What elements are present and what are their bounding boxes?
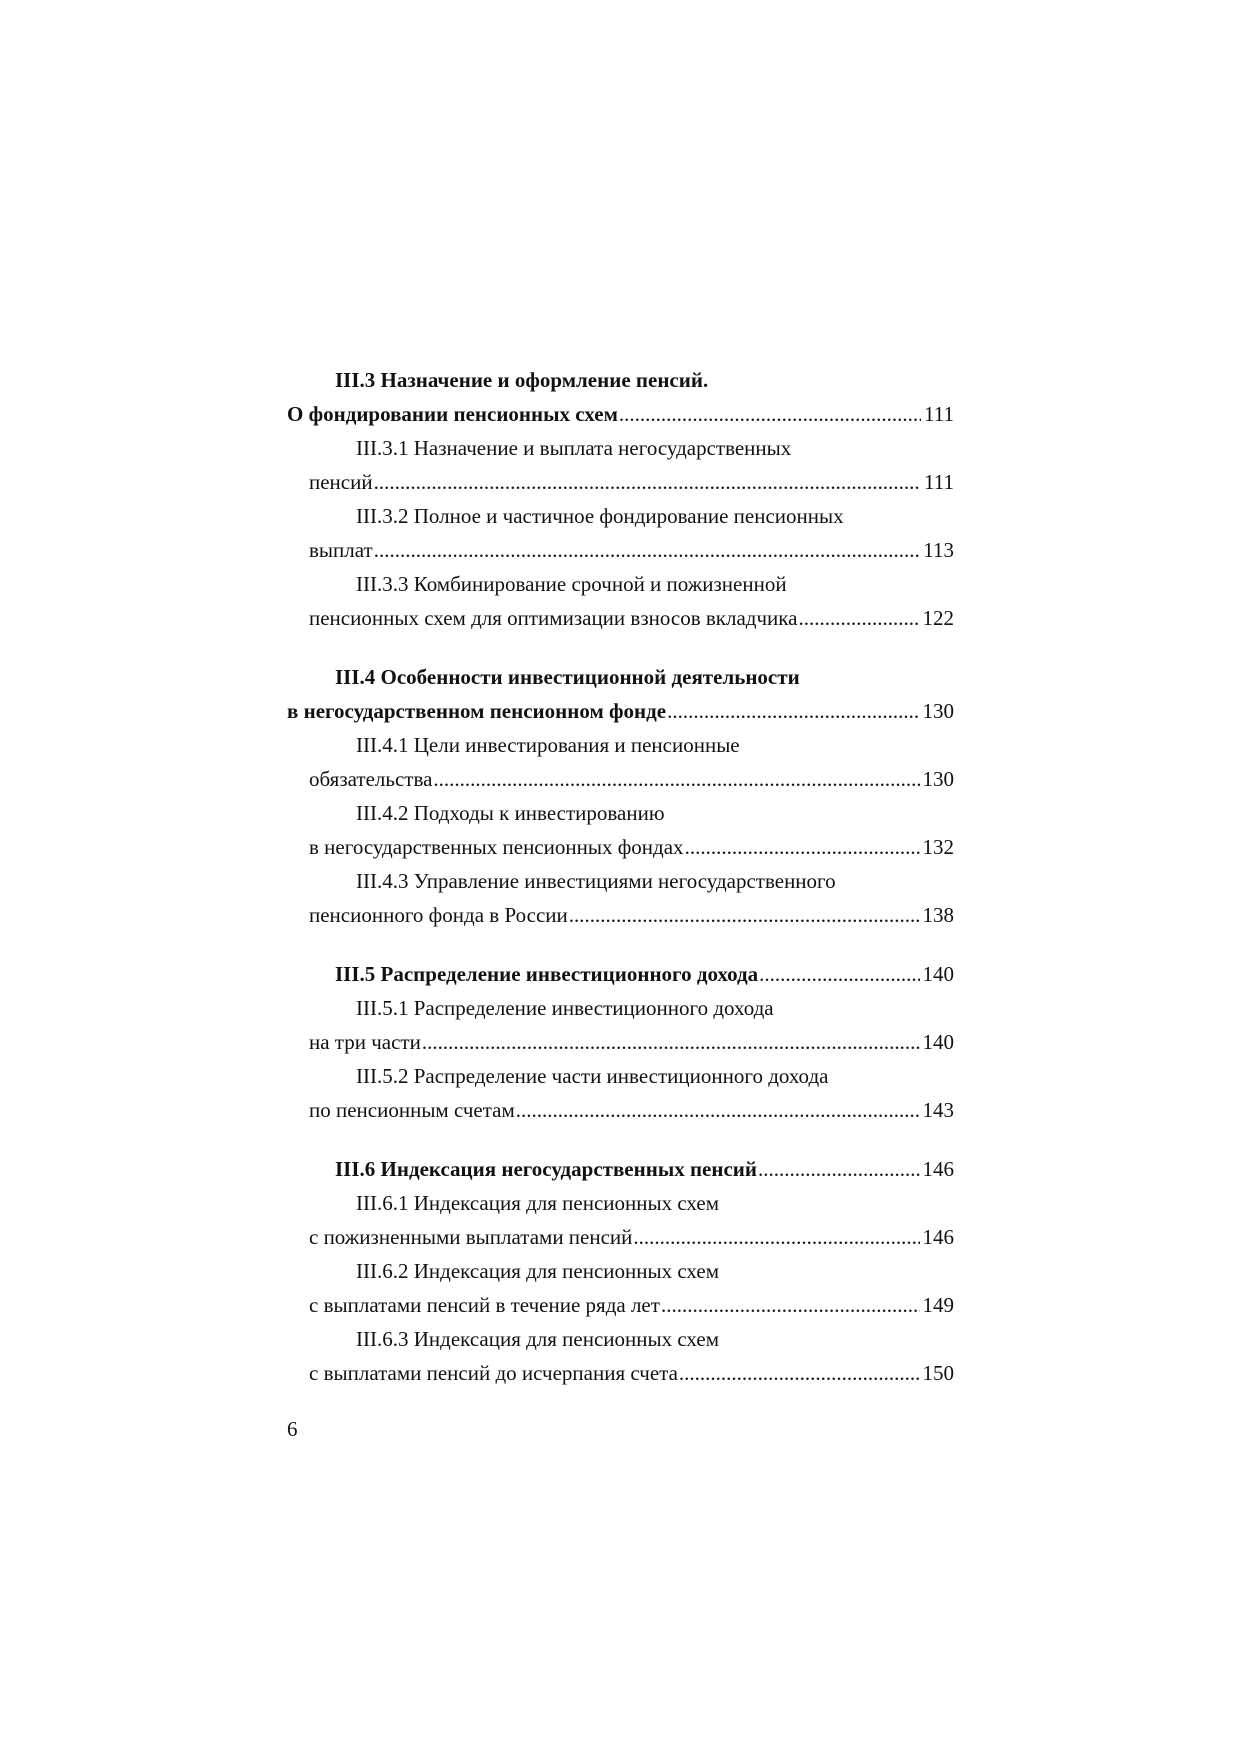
toc-subsection-title: III.4.1 Цели инвестирования и пенсионные: [356, 733, 740, 757]
dot-leader: [374, 465, 921, 499]
toc-subsection-title: III.6.3 Индексация для пенсионных схем: [356, 1327, 719, 1351]
toc-subsection-title-cont: с выплатами пенсий в течение ряда лет: [309, 1293, 660, 1317]
toc-subsection-heading: [287, 1322, 954, 1356]
dot-leader: [758, 1152, 920, 1186]
toc-subsection-title: III.3.2 Полное и частичное фондирование пенсионных: [356, 504, 844, 528]
toc-subsection-entry[interactable]: [287, 1220, 954, 1254]
toc-subsection-title-cont: выплат: [309, 538, 373, 562]
dot-leader: [798, 601, 919, 635]
toc-subsection-entry[interactable]: [287, 1356, 954, 1390]
toc-subsection-heading: [287, 728, 954, 762]
toc-subsection-heading: [287, 1254, 954, 1288]
dot-leader: [679, 1356, 920, 1390]
toc-subsection-heading: [287, 796, 954, 830]
toc-subsection-entry[interactable]: [287, 1093, 954, 1127]
section-gap: [287, 1127, 954, 1152]
dot-leader: [569, 898, 920, 932]
toc-subsection-heading: [287, 567, 954, 601]
toc-subsection-heading: [287, 864, 954, 898]
toc-subsection-heading: [287, 431, 954, 465]
toc-section-heading: [287, 363, 954, 397]
toc-subsection-title-cont: пенсий: [309, 470, 373, 494]
toc-subsection-entry[interactable]: [287, 1025, 954, 1059]
toc-page-number: 143: [922, 1098, 954, 1122]
section-gap: [287, 635, 954, 660]
toc-subsection-title: III.5.1 Распределение инвестиционного дохода: [356, 996, 774, 1020]
dot-leader: [633, 1220, 919, 1254]
toc-page-number: 111: [924, 402, 954, 426]
toc-subsection-title: III.4.3 Управление инвестициями негосударственного: [356, 869, 836, 893]
toc-page-number: 113: [923, 538, 954, 562]
toc-section-entry[interactable]: [287, 1152, 954, 1186]
toc-subsection-entry[interactable]: [287, 762, 954, 796]
toc-section-title: III.6 Индексация негосударственных пенсий: [335, 1157, 757, 1181]
dot-leader: [759, 957, 919, 991]
toc-subsection-title: III.6.2 Индексация для пенсионных схем: [356, 1259, 719, 1283]
toc-subsection-title: III.3.1 Назначение и выплата негосударственных: [356, 436, 792, 460]
toc-section-title-cont: О фондировании пенсионных схем: [287, 402, 618, 426]
page-number: 6: [287, 1417, 298, 1441]
toc-section-entry[interactable]: [287, 957, 954, 991]
toc-page-number: 132: [922, 835, 954, 859]
toc-section-entry[interactable]: [287, 694, 954, 728]
toc-subsection-entry[interactable]: [287, 1288, 954, 1322]
toc-subsection-entry[interactable]: [287, 465, 954, 499]
dot-leader: [374, 533, 921, 567]
toc-subsection-entry[interactable]: [287, 533, 954, 567]
toc-subsection-entry[interactable]: [287, 830, 954, 864]
toc-subsection-title-cont: по пенсионным счетам: [309, 1098, 515, 1122]
toc-subsection-title-cont: с выплатами пенсий до исчерпания счета: [309, 1361, 678, 1385]
dot-leader: [667, 694, 919, 728]
toc-subsection-entry[interactable]: [287, 601, 954, 635]
toc-subsection-title-cont: с пожизненными выплатами пенсий: [309, 1225, 633, 1249]
dot-leader: [661, 1288, 920, 1322]
toc-subsection-title: III.5.2 Распределение части инвестиционного дохода: [356, 1064, 829, 1088]
toc-page-number: 140: [922, 962, 954, 986]
toc-subsection-heading: [287, 499, 954, 533]
dot-leader: [619, 397, 921, 431]
toc-subsection-title-cont: пенсионных схем для оптимизации взносов вкладчика: [309, 606, 798, 630]
toc-section-title: III.4 Особенности инвестиционной деятельности: [335, 665, 800, 689]
toc-page-number: 146: [922, 1225, 954, 1249]
dot-leader: [516, 1093, 920, 1127]
toc-section-title: III.3 Назначение и оформление пенсий.: [335, 368, 709, 392]
toc-section-title: III.5 Распределение инвестиционного дохода: [335, 962, 759, 986]
toc-page-number: 122: [922, 606, 954, 630]
dot-leader: [433, 762, 919, 796]
toc-page-number: 150: [922, 1361, 954, 1385]
toc-subsection-title: III.4.2 Подходы к инвестированию: [356, 801, 665, 825]
toc-subsection-title-cont: на три части: [309, 1030, 421, 1054]
toc-subsection-heading: [287, 991, 954, 1025]
toc-page-number: 111: [924, 470, 954, 494]
toc-subsection-heading: [287, 1059, 954, 1093]
toc-section-heading: [287, 660, 954, 694]
toc-subsection-heading: [287, 1186, 954, 1220]
toc-section-entry[interactable]: [287, 397, 954, 431]
toc-subsection-title-cont: обязательства: [309, 767, 433, 791]
section-gap: [287, 932, 954, 957]
toc-subsection-title-cont: пенсионного фонда в России: [309, 903, 568, 927]
dot-leader: [422, 1025, 920, 1059]
toc-page-number: 146: [922, 1157, 954, 1181]
toc-subsection-title-cont: в негосударственных пенсионных фондах: [309, 835, 684, 859]
toc-page-number: 138: [922, 903, 954, 927]
toc-subsection-title: III.3.3 Комбинирование срочной и пожизненной: [356, 572, 787, 596]
toc-subsection-title: III.6.1 Индексация для пенсионных схем: [356, 1191, 719, 1215]
toc-page-number: 149: [922, 1293, 954, 1317]
toc-page-number: 140: [922, 1030, 954, 1054]
table-of-contents: [287, 363, 954, 1390]
toc-subsection-entry[interactable]: [287, 898, 954, 932]
toc-section-title-cont: в негосударственном пенсионном фонде: [287, 699, 667, 723]
toc-page-number: 130: [922, 767, 954, 791]
toc-page-number: 130: [922, 699, 954, 723]
dot-leader: [685, 830, 920, 864]
